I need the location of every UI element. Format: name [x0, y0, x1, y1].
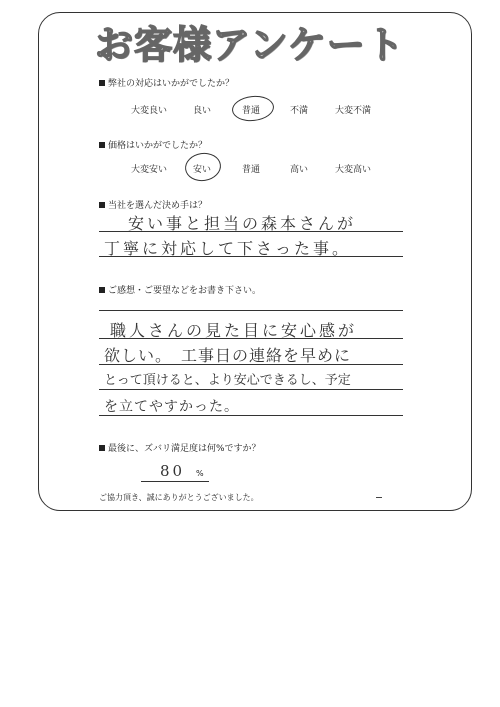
- handwritten-answer-line: を立てやすかった。: [104, 399, 239, 415]
- question-label: 最後に、ズバリ満足度は何%ですか？: [108, 444, 261, 454]
- bullet-square-icon: [99, 142, 105, 148]
- q2-option-2-selected: 安い: [193, 165, 212, 175]
- bullet-square-icon: [99, 287, 105, 293]
- q2-option-4: 高い: [290, 165, 309, 175]
- q2-option-1: 大変安い: [131, 165, 168, 175]
- question-comments: [99, 283, 261, 296]
- question-price: [99, 138, 207, 151]
- q2-option-3: 普通: [242, 165, 261, 175]
- handwritten-answer-line: 安い事と担当の森本さんが: [128, 214, 357, 233]
- question-deciding-factor: [99, 198, 207, 211]
- handwritten-answer-line: 欲しい。 工事日の連絡を早めに: [104, 346, 352, 365]
- q1-option-1: 大変良い: [131, 106, 168, 116]
- question-service: [99, 76, 234, 89]
- handwritten-answer-line: 丁寧に対応して下さった事。: [104, 239, 352, 258]
- bullet-square-icon: [99, 445, 105, 451]
- answer-rule: [99, 415, 403, 416]
- bullet-square-icon: [99, 80, 105, 86]
- q1-option-3-selected: 普通: [242, 106, 261, 116]
- bullet-square-icon: [99, 202, 105, 208]
- handwritten-percentage: 80: [160, 462, 186, 480]
- page-mark: [376, 497, 382, 498]
- question-label: 価格はいかがでしたか？: [108, 141, 208, 151]
- answer-rule: [99, 338, 403, 339]
- q1-option-4: 不満: [290, 106, 309, 116]
- answer-rule: [99, 256, 403, 257]
- question-satisfaction: [99, 441, 261, 454]
- answer-rule: [99, 389, 403, 390]
- answer-rule: [99, 364, 403, 365]
- percent-unit: %: [196, 469, 204, 478]
- question-label: ご感想・ご要望などをお書き下さい。: [108, 286, 262, 296]
- question-label: 弊社の対応はいかがでしたか？: [108, 79, 235, 89]
- q2-option-5: 大変高い: [335, 165, 372, 175]
- answer-rule: [99, 310, 403, 311]
- handwritten-answer-line: 職人さんの見た目に安心感が: [110, 321, 358, 340]
- page-title: お客様アンケート: [95, 23, 405, 67]
- q1-option-2: 良い: [193, 106, 212, 116]
- closing-message: ご協力頂き、誠にありがとうございました。: [99, 493, 259, 502]
- handwritten-answer-line: とって頂けると、より安心できるし、予定: [104, 373, 351, 388]
- answer-rule: [99, 231, 403, 232]
- question-label: 当社を選んだ決め手は？: [108, 201, 208, 211]
- q1-option-5: 大変不満: [335, 106, 372, 116]
- answer-rule: [141, 481, 209, 482]
